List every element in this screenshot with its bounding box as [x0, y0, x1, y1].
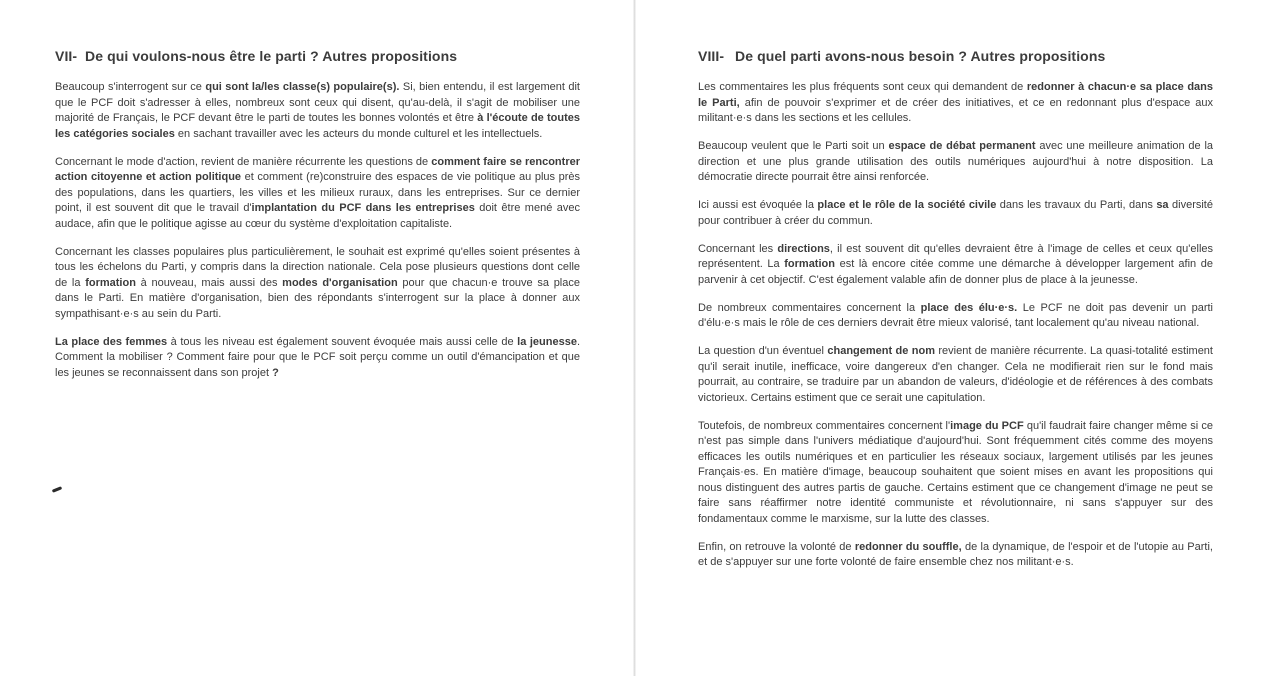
text-run: Beaucoup s'interrogent sur ce — [55, 81, 206, 93]
text-run: diversité pour contribuer à créer du commun. — [698, 199, 1213, 227]
text-run: image du PCF — [950, 419, 1024, 432]
paragraph — [698, 139, 1213, 186]
left-page-paragraphs — [55, 80, 580, 381]
text-run: comment faire se rencontrer action citoyenne et action politique — [55, 155, 580, 183]
text-run: Beaucoup veulent que le Parti soit un — [698, 140, 889, 152]
text-run: à l'écoute de toutes les catégories sociales — [55, 112, 581, 140]
text-run: est là encore citée comme une démarche à développer largement afin de parvenir à cet objectif. C'est également valable afin de donner plus de place à la jeunesse. — [698, 258, 1213, 286]
text-run: sa — [1156, 199, 1169, 211]
text-run: place des élu·e·s. — [920, 301, 1018, 314]
text-run: Les commentaires les plus fréquents sont ceux qui demandent de — [698, 81, 1027, 93]
paragraph — [698, 301, 1213, 332]
text-run: Concernant le mode d'action, revient de manière récurrente les questions de — [55, 155, 432, 168]
paragraph — [55, 80, 580, 142]
text-run: avec une meilleure animation de la direction et une plus grande utilisation des outils numériques aujourd'hui à notre disposition. La démocratie directe pourrait être ainsi renforcée. — [698, 140, 1214, 183]
text-run: redonner du souffle, — [854, 540, 962, 553]
text-run: formation — [85, 276, 136, 289]
text-run: doit être mené avec audace, afin que le politique agisse au cœur du système d'exploitation capitaliste. — [55, 202, 580, 230]
text-run: formation — [784, 258, 835, 270]
text-run: place et le rôle de la société civile — [817, 199, 997, 211]
text-run: La place des femmes — [55, 335, 168, 348]
paragraph — [55, 245, 580, 323]
text-run: implantation du PCF dans les entreprises — [251, 202, 475, 214]
heading-numeral: VII- — [55, 48, 78, 64]
text-run: la jeunesse — [517, 335, 577, 348]
text-run: Concernant les — [698, 242, 778, 255]
text-run: Si, bien entendu, il est largement dit que le PCF doit s'adresser à elles, nombreux sont ceux qui disent, qu'au-delà, il s'agit de mobiliser une majorité de Français, le PCF devant être le parti de toutes les bonnes volontés et être — [55, 81, 580, 124]
ink-mark — [52, 486, 62, 493]
paragraph — [698, 419, 1213, 528]
paragraph — [698, 242, 1213, 289]
text-run: La question d'un éventuel — [698, 345, 828, 357]
text-run: Toutefois, de nombreux commentaires concernent l' — [698, 419, 951, 432]
text-run: pour que chacun·e trouve sa place dans le Parti. En matière d'organisation, bien des répondants s'interrogent sur la place à donner aux sympathisant·e·s au sein du Parti. — [55, 276, 580, 320]
text-run: et comment (re)construire des espaces de vie politique au plus près des populations, dans les quartiers, les villes et les milieux ruraux, dans les entreprises. Sur ce dernier point, il est souvent dit que le travail d' — [55, 171, 580, 214]
text-run: dans les travaux du Parti, dans — [996, 199, 1157, 211]
page-right-heading — [698, 48, 1213, 64]
text-run: Concernant les classes populaires plus particulièrement, le souhait est exprimé qu'elles soient présentes à tous les échelons du Parti, y compris dans la direction nationale. Cela pose plusieurs questions dont celle de la — [55, 245, 580, 289]
text-run: modes d'organisation — [282, 276, 398, 289]
text-run: changement de nom — [827, 345, 935, 357]
text-run: qu'il faudrait faire changer même si ce n'est pas simple dans l'univers médiatique d'aujourd'hui. Sont fréquemment cités comme des moyens efficaces les outils numériques et en particulier les réseaux sociaux, largement utilisés par les jeunes Français·es. En matière d'image, beaucoup souhaitent que soient mises en avant les propositions qui nous distinguent des autres partis de gauche. Certains estiment que ce changement d'image ne peut se faire sans réaffirmer notre identité communiste et révolutionnaire, ni sans s'appuyer sur des fondamentaux comme le marxisme, sur la lutte des classes. — [698, 419, 1214, 525]
heading-title: De quel parti avons-nous besoin ? Autres propositions — [735, 48, 1106, 64]
heading-title: De qui voulons-nous être le parti ? Autres propositions — [85, 48, 458, 64]
text-run: en sachant travailler avec les acteurs du monde culturel et les intellectuels. — [174, 127, 543, 140]
text-run: Le PCF ne doit pas devenir un parti d'élu·e·s mais le rôle de ces derniers devrait être mieux valorisé, tant localement qu'au niveau national. — [698, 301, 1213, 329]
text-run: , il est souvent dit qu'elles devraient être à l'image de celles et ceux qu'elles représentent. La — [698, 242, 1214, 270]
paragraph — [55, 155, 580, 233]
paragraph — [698, 540, 1213, 571]
text-run: afin de pouvoir s'exprimer et de créer des initiatives, et ce en redonnant plus d'espace aux militant·e·s dans les sections et les cellules. — [698, 96, 1213, 124]
text-run: qui sont la/les classe(s) populaire(s). — [205, 81, 400, 93]
text-run: de la dynamique, de l'espoir et de l'utopie au Parti, et de s'appuyer sur une forte volonté de faire ensemble chez nos militant·e·s. — [698, 540, 1213, 568]
page-divider — [633, 0, 636, 676]
page-left — [55, 48, 580, 394]
text-run: espace de débat permanent — [888, 140, 1036, 152]
heading-numeral: VIII- — [698, 48, 725, 64]
text-run: redonner à chacun·e sa place dans le Parti, — [698, 81, 1214, 109]
text-run: directions — [777, 242, 830, 255]
paragraph — [698, 80, 1213, 127]
page-right — [698, 48, 1213, 583]
text-run: De nombreux commentaires concernent la — [698, 301, 921, 314]
text-run: à nouveau, mais aussi des — [135, 276, 283, 289]
paragraph — [698, 344, 1213, 406]
text-run: Ici aussi est évoquée la — [698, 199, 818, 211]
text-run: ? — [272, 366, 279, 379]
paragraph — [698, 198, 1213, 229]
text-run: revient de manière récurrente. La quasi-totalité estiment qu'il serait inutile, inefficace, voire dangereux d'en changer. Cela ne modifierait rien sur le fond mais pourrait, au contraire, se traduire par un abandon de valeurs, d'idéologie et de références à des combats victorieux. Certains estiment que ce serait une capitulation. — [698, 345, 1213, 404]
text-run: . Comment la mobiliser ? Comment faire pour que le PCF soit perçu comme un outil d'émancipation et que les jeunes se reconnaissent dans son projet — [55, 335, 581, 379]
paragraph — [55, 335, 580, 382]
text-run: Enfin, on retrouve la volonté de — [698, 540, 855, 553]
right-page-paragraphs — [698, 80, 1213, 571]
text-run: à tous les niveau est également souvent évoquée mais aussi celle de — [167, 335, 518, 348]
page-left-heading — [55, 48, 580, 64]
